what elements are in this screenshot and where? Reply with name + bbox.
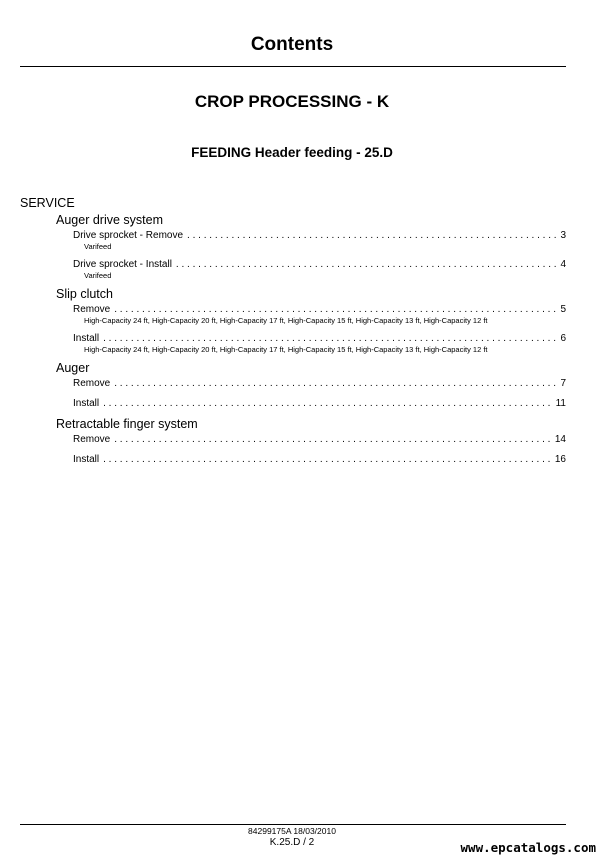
toc-entry-page: 6 [560, 333, 566, 344]
toc-entry-label: Install [73, 398, 100, 409]
dot-leader [176, 259, 559, 271]
toc-entry-note: Varifeed [84, 271, 112, 280]
toc-entry-note: High-Capacity 24 ft, High-Capacity 20 ft, High-Capacity 17 ft, High-Capacity 15 ft, High-Capacity 13 ft, High-Capacity 12 ft [84, 316, 488, 325]
toc-entry[interactable] [73, 259, 566, 271]
dot-leader [103, 454, 553, 466]
subsection-title: FEEDING Header feeding - 25.D [191, 145, 393, 160]
footer-document-reference: 84299175A 18/03/2010 [248, 826, 336, 836]
toc-entry-note: Varifeed [84, 242, 112, 251]
toc-entry-page: 16 [554, 454, 566, 465]
toc-entry-label: Remove [73, 434, 111, 445]
toc-entry-label: Drive sprocket - Remove [73, 230, 184, 241]
toc-entry-label: Drive sprocket - Install [73, 259, 172, 270]
toc-entry-page: 5 [560, 304, 566, 315]
toc-entry-label: Remove [73, 304, 111, 315]
toc-entry-page: 3 [560, 230, 566, 241]
dot-leader [187, 230, 558, 242]
toc-entry-note: High-Capacity 24 ft, High-Capacity 20 ft, High-Capacity 17 ft, High-Capacity 15 ft, High-Capacity 13 ft, High-Capacity 12 ft [84, 345, 488, 354]
footer-page-reference: K.25.D / 2 [269, 837, 315, 848]
toc-entry-label: Install [73, 454, 100, 465]
dot-leader [114, 434, 553, 446]
toc-entry[interactable] [73, 398, 566, 410]
toc-entry-label: Remove [73, 378, 111, 389]
bottom-divider [20, 824, 566, 825]
toc-entry-page: 14 [554, 434, 566, 445]
dot-leader [114, 378, 558, 390]
toc-entry[interactable] [73, 378, 566, 390]
toc-entry[interactable] [73, 230, 566, 242]
toc-entry-page: 7 [560, 378, 566, 389]
toc-group-heading: Auger [56, 361, 90, 375]
toc-group-heading: Slip clutch [56, 287, 113, 301]
toc-heading: SERVICE [20, 196, 75, 210]
toc-entry-page: 4 [560, 259, 566, 270]
toc-entry-label: Install [73, 333, 100, 344]
dot-leader [103, 398, 553, 410]
toc-group-heading: Retractable finger system [56, 417, 198, 431]
toc-group-heading: Auger drive system [56, 213, 163, 227]
page-title: Contents [250, 34, 334, 55]
dot-leader [114, 304, 558, 316]
toc-entry[interactable] [73, 434, 566, 446]
watermark: www.epcatalogs.com [460, 840, 596, 855]
top-divider [20, 66, 566, 67]
toc-entry[interactable] [73, 333, 566, 345]
section-title: CROP PROCESSING - K [194, 92, 390, 111]
toc-entry[interactable] [73, 454, 566, 466]
toc-entry-page: 11 [555, 398, 566, 409]
table-of-contents [20, 196, 566, 466]
dot-leader [103, 333, 558, 345]
toc-entry[interactable] [73, 304, 566, 316]
